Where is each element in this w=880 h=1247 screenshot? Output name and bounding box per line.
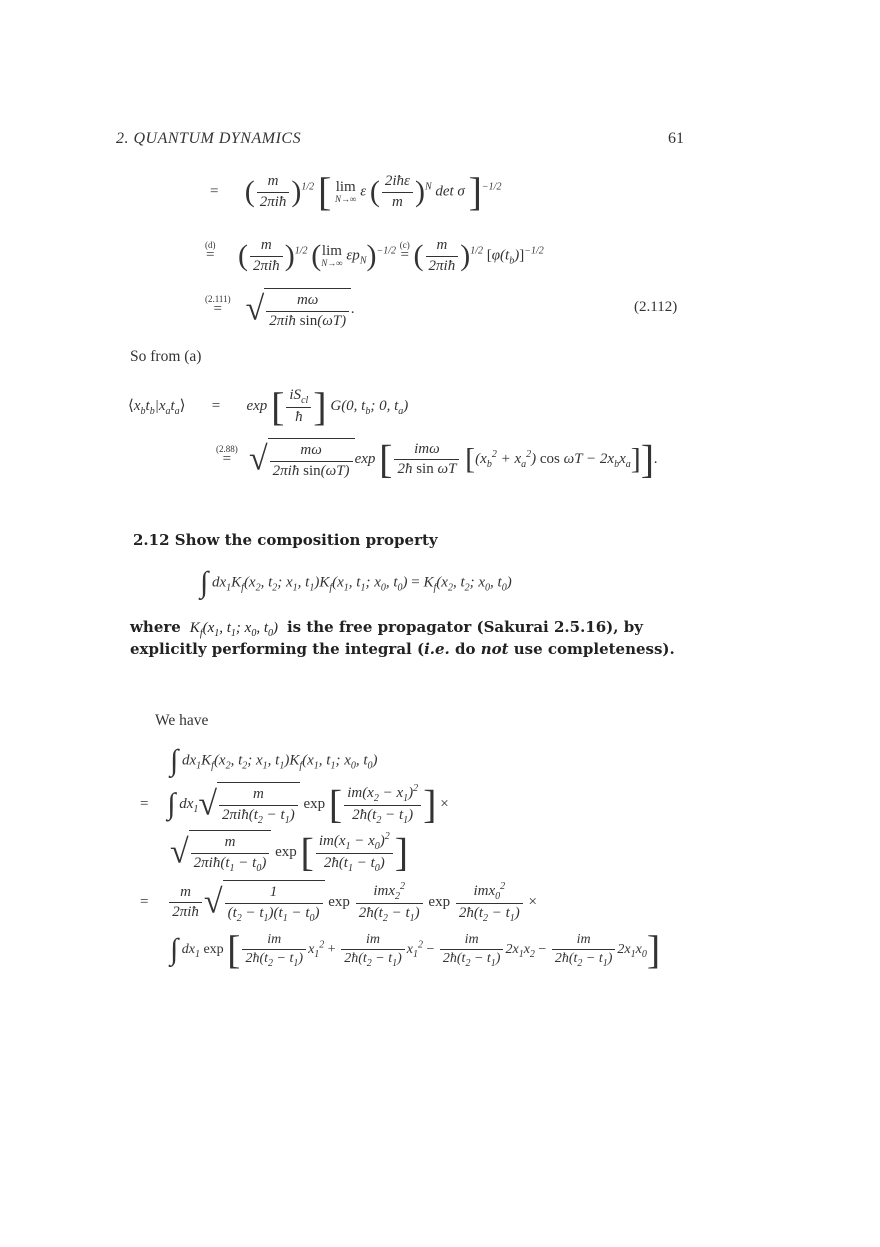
running-header: 2. QUANTUM DYNAMICS [116,130,302,147]
equation-line-2: (d) = ( $\frac{m}{\text{2πiħ}}$ )$^{1/2}$ (lim N→∞ $\varepsilon p_N)^{-1/2}$ (c) = ( $\frac{m}{\text{2πiħ}}$ )$^{1/2}$ $[\varphi(t_b)]^{-1/2}$ [205,237,544,274]
problem-statement-line-2 [130,640,675,658]
problem-heading: 2.12 Show the composition property [133,531,438,549]
text-so-from: So from (a) [130,348,202,365]
solution-line-3: √ $\frac{m}{2\pi iħ(t_1 - t_0)}$ exp [ $\frac{im(x_1 - x_0)^2}{2ħ(t_1 - t_0)}$ ] [170,829,409,875]
statement-not: not [480,640,509,658]
propagator-line-1: $⟨x_bt_b|x_at_a⟩$ = exp [ $\frac{iS_{cl}}{ħ}$ ] G(0, $t_b$; 0, $t_a$) [128,383,409,429]
statement-post: is the free propagator (Sakurai 2.5.16), by [286,618,643,636]
equation-line-1: = ( $\frac{m}{\text{2πiħ}}$ )$^{1/2}$ [ lim N→∞ ε ( $\frac{\text{2iħε}}{m}$ )$^N$ det σ ]$^{-1/2}$ [210,169,502,214]
text-we-have: We have [155,712,209,729]
solution-line-1: ∫ $dx_1K_f(x_2$, $t_2$; $x_1$, $t_1)K_f(x_1$, $t_1$; $x_0$, $t_0$) [170,744,378,777]
rel-label-2111: (2.111) [205,293,231,304]
statement-pre: where [130,618,181,636]
propagator-line-2: (2.88) = √ $\frac{m\omega}{\text{2πiħ sin(ωT)}}$ exp [ $\frac{\text{imω}}{\text{2ħ sin ωT}}$ [$(x_b^2 + x_a^2)$ $\cos \omega T - 2x_bx_a$]]. [216,436,658,482]
equation-number-2112: (2.112) [634,299,678,315]
equation-line-3: (2.111) = √ $\frac{m\omega}{\text{2πiħ sin(ωT)}}$ . [205,288,355,331]
page-number: 61 [668,130,684,147]
statement-line2-a: explicitly performing the integral ( [130,640,425,658]
solution-line-4: = $\frac{m}{\text{2πiħ}}$ √ $\frac{1}{(t_2 - t_1)(t_1 - t_0)}$ exp $\frac{imx_2^2}{2ħ(t_2 - t_1)}$ exp $\frac{imx_0^2}{2ħ(t_2 - t_1)}$ × [140,881,538,924]
rel-label-288: (2.88) [216,443,238,454]
solution-line-2: = ∫ $dx_1√$ $\frac{m}{2\pi iħ(t_2 - t_1)}$ exp [ $\frac{im(x_2 - x_1)^2}{2ħ(t_2 - t_1)}$ ] × [140,781,449,827]
composition-equation: ∫ $dx_1K_f(x_2$, $t_2$; $x_1$, $t_1)K_f(x_1$, $t_1$; $x_0$, $t_0) = K_f(x_2$, $t_2$; $x_0$, $t_0$) [200,566,512,599]
problem-statement-line-1: where $K_f(x_1$, $t_1$; $x_0$, $t_0$) is the free propagator (Sakurai 2.5.16), by [130,618,643,639]
solution-line-5: ∫ $dx_1$ exp [ $\frac{im}{2ħ(t_2 - t_1)}$ $x_1^2$ + $\frac{im}{2ħ(t_2 - t_1)}$ $x_1^2$ − $\frac{im}{2ħ(t_2 - t_1)}$ $2x_1x_2$ − $\frac{im}{2ħ(t_2 - t_1)}$ $2x_1x_0$] [170,927,661,972]
rel-label-d: (d) [205,240,216,251]
statement-line2-b: use completeness). [508,640,675,658]
statement-do: do [449,640,481,658]
rel-label-c: (c) [399,240,410,251]
statement-ie: i.e. [424,640,450,658]
